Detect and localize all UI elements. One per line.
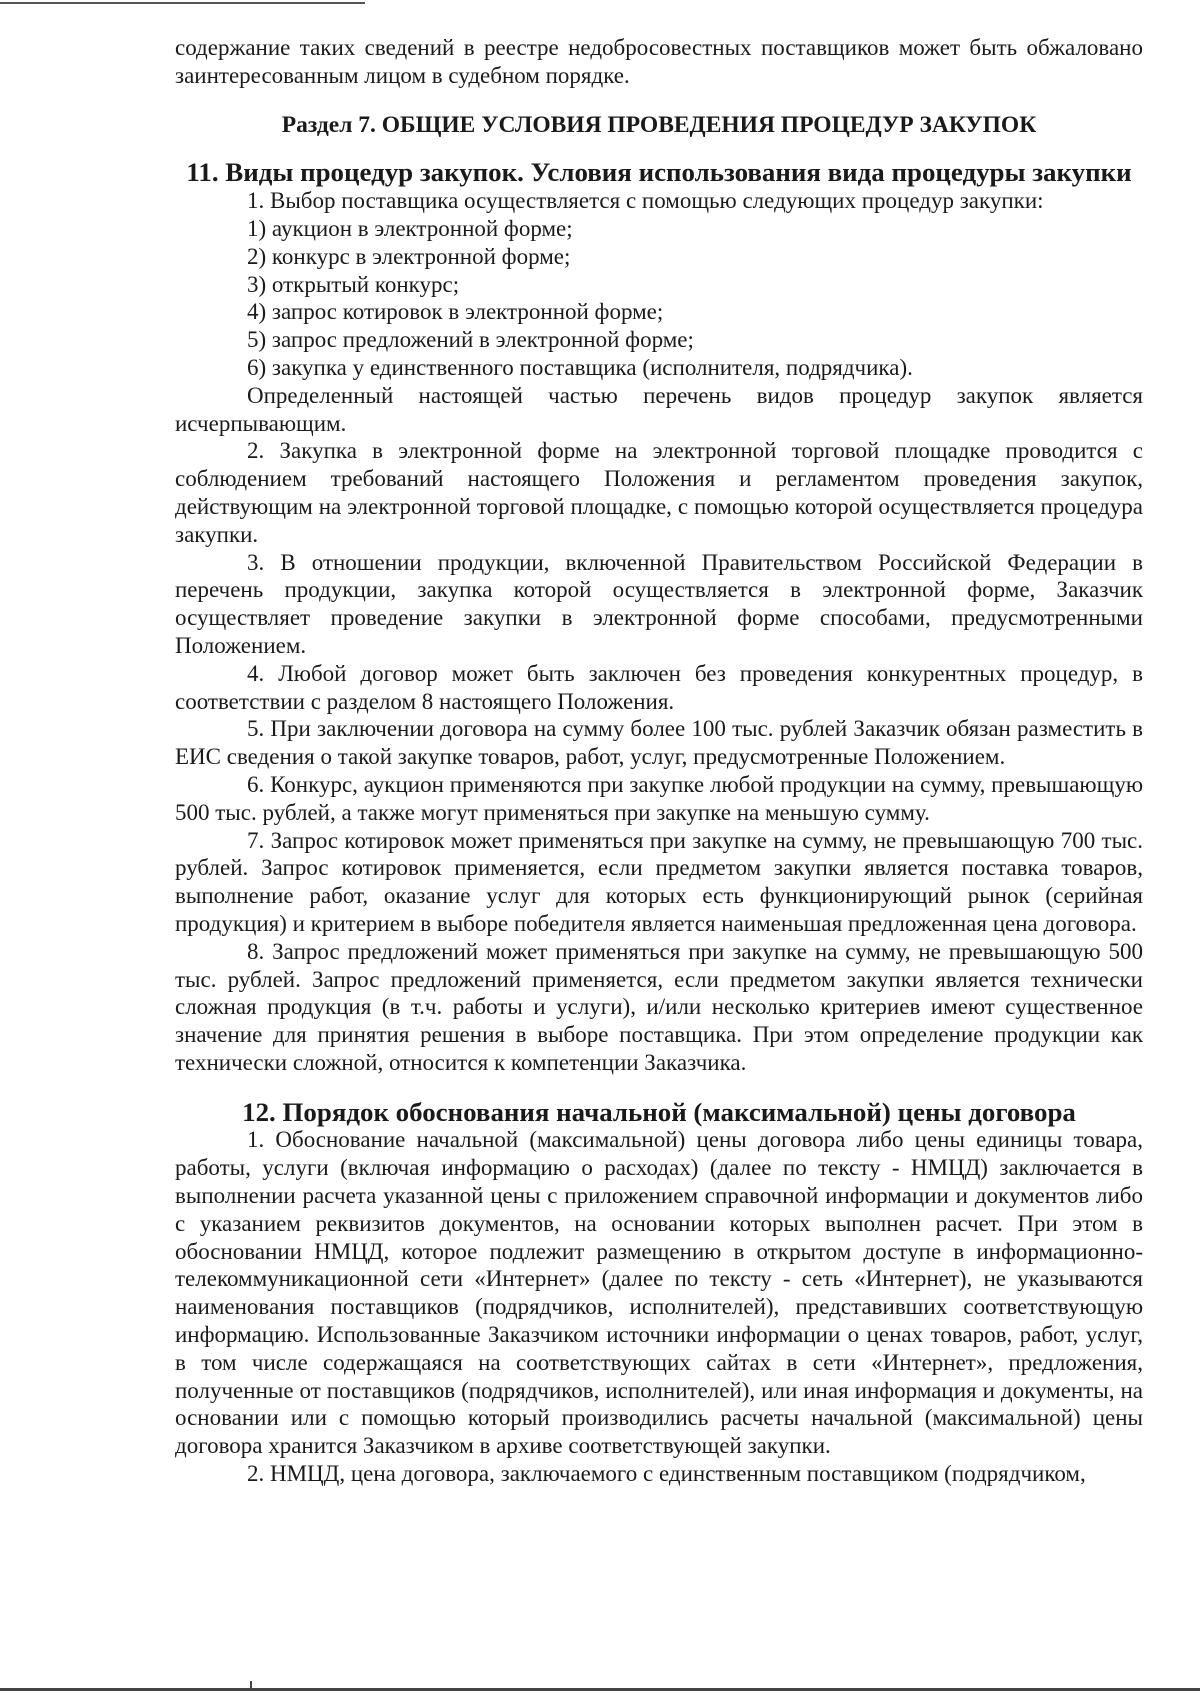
s11-paragraph-4: 4. Любой договор может быть заключен без проведения конкурентных процедур, в соответствии с разделом 8 настоящего Положения. [175,660,1143,714]
list-item: 5) запрос предложений в электронной форме; [247,327,694,353]
s12-paragraph-2: 2. НМЦД, цена договора, заключаемого с единственным поставщиком (подрядчиком, [247,1461,1086,1487]
subsection-11-title: 11. Виды процедур закупок. Условия использования вида процедуры закупки [186,157,1132,188]
list-item: 3) открытый конкурс; [247,271,460,297]
section-7-title: Раздел 7. ОБЩИЕ УСЛОВИЯ ПРОВЕДЕНИЯ ПРОЦЕДУР ЗАКУПОК [281,111,1037,138]
list-item: 2) конкурс в электронной форме; [247,243,571,269]
section-gap [175,1077,1143,1099]
scan-edge-bottom [0,1688,1200,1691]
s11-paragraph-8: 8. Запрос предложений может применяться при закупке на сумму, не превышающую 500 тыс. рублей. Запрос предложений применяется, если предметом закупки является технически сложная продукция (в т.ч. работы и услуги), и/или несколько критериев имеют существенное значение для принятия решения в выборе поставщика. При этом определение продукции как технически сложной, относится к компетенции Заказчика. [175,938,1143,1075]
s11-paragraph-3: 3. В отношении продукции, включенной Правительством Российской Федерации в перечень продукции, закупка которой осуществляется в электронной форме, Заказчик осуществляет проведение закупки в электронной форме способами, предусмотренными Положением. [175,549,1143,658]
s11-paragraph-1: 1. Выбор поставщика осуществляется с помощью следующих процедур закупки: [247,188,1044,214]
subsection-12-title: 12. Порядок обоснования начальной (максимальной) цены договора [242,1096,1076,1127]
s12-paragraph-1: 1. Обоснование начальной (максимальной) цены договора либо цены единицы товара, работы, услуги (включая информацию о расходах) (далее по тексту - НМЦД) заключается в выполнении расчета указанной цены с приложением справочной информации и документов либо с указанием реквизитов документов, на основании которых выполнен расчет. При этом в обосновании НМЦД, которое подлежит размещению в открытом доступе в информационно-телекоммуникационной сети «Интернет» (далее по тексту - сеть «Интернет), не указываются наименования поставщиков (подрядчиков, исполнителей), представивших соответствующую информацию. Использованные Заказчиком источники информации о ценах товаров, работ, услуг, в том числе содержащаяся на соответствующих сайтах в сети «Интернет», предложения, полученные от поставщиков (подрядчиков, исполнителей), или иная информация и документы, на основании или с помощью который производились расчеты начальной (максимальной) цены договора хранится Заказчиком в архиве соответствующей закупки. [175,1127,1143,1459]
s11-paragraph-2: 2. Закупка в электронной форме на электронной торговой площадке проводится с соблюдением требований настоящего Положения и регламентом проведения закупок, действующим на электронной торговой площадке, с помощью которой осуществляется процедура закупки. [175,438,1143,547]
list-item: 1) аукцион в электронной форме; [247,215,573,241]
procurement-types-list [175,215,1143,382]
s11-paragraph-6: 6. Конкурс, аукцион применяются при закупке любой продукции на сумму, превышающую 500 тыс. рублей, а также могут применяться при закупке на меньшую сумму. [175,771,1143,825]
s11-paragraph-7: 7. Запрос котировок может применяться при закупке на сумму, не превышающую 700 тыс. рублей. Запрос котировок применяется, если предметом закупки является поставка товаров, выполнение работ, оказание услуг для которых есть функционирующий рынок (серийная продукция) и критерием в выборе победителя является наименьшая предложенная цена договора. [175,827,1143,936]
s11-paragraph-5: 5. При заключении договора на сумму более 100 тыс. рублей Заказчик обязан разместить в ЕИС сведения о такой закупке товаров, работ, услуг, предусмотренные Положением. [175,716,1143,770]
list-item: 4) запрос котировок в электронной форме; [247,299,664,325]
document-page [175,34,1143,1488]
list-item: 6) закупка у единственного поставщика (исполнителя, подрядчика). [247,354,913,380]
scan-edge-tick [250,1681,252,1691]
s11-paragraph-exhaustive: Определенный настоящей частью перечень видов процедур закупок является исчерпывающим. [175,382,1143,436]
intro-paragraph: содержание таких сведений в реестре недобросовестных поставщиков может быть обжаловано заинтересованным лицом в судебном порядке. [175,35,1143,88]
scan-edge-top [0,2,365,4]
